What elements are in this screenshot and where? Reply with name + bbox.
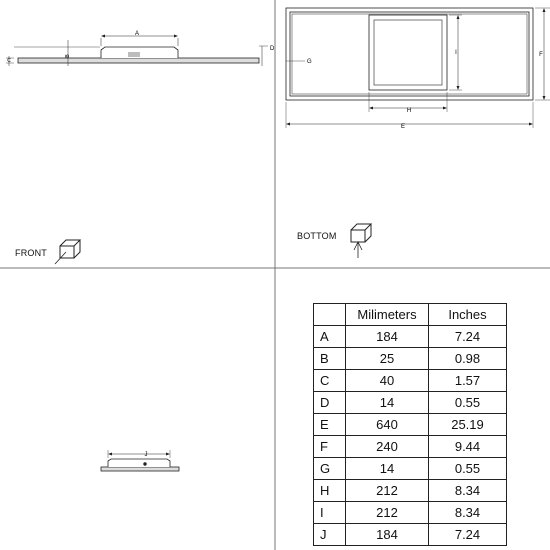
- table-row: [314, 392, 507, 414]
- dim-e-label: E: [400, 124, 406, 130]
- row-key: B: [314, 348, 346, 370]
- row-mm: 184: [346, 326, 429, 348]
- dim-j-label: J: [144, 452, 148, 458]
- dim-c-label: C: [7, 58, 11, 64]
- row-mm: 212: [346, 480, 429, 502]
- row-key: A: [314, 326, 346, 348]
- row-mm: 640: [346, 414, 429, 436]
- row-in: 8.34: [429, 480, 507, 502]
- bottom-view-label: BOTTOM: [297, 231, 337, 241]
- table-row: [314, 502, 507, 524]
- table-row: [314, 524, 507, 546]
- row-in: 8.34: [429, 502, 507, 524]
- front-view: [6, 35, 268, 67]
- row-in: 9.44: [429, 436, 507, 458]
- row-mm: 40: [346, 370, 429, 392]
- header-key: [314, 304, 346, 326]
- bottom-panel-frame: [290, 12, 529, 96]
- dim-b-label: B: [65, 54, 71, 58]
- row-key: D: [314, 392, 346, 414]
- row-key: H: [314, 480, 346, 502]
- row-key: E: [314, 414, 346, 436]
- dim-a-label: A: [134, 31, 140, 37]
- row-mm: 240: [346, 436, 429, 458]
- row-in: 1.57: [429, 370, 507, 392]
- row-mm: 184: [346, 524, 429, 546]
- dim-d-label: D: [270, 46, 275, 52]
- bottom-view: [286, 8, 550, 128]
- row-in: 25.19: [429, 414, 507, 436]
- table-row: [314, 326, 507, 348]
- header-millimeters: Milimeters: [346, 304, 429, 326]
- table-row: [314, 458, 507, 480]
- dim-f-label: F: [539, 52, 543, 58]
- row-key: C: [314, 370, 346, 392]
- bottom-cube-icon: [351, 224, 371, 258]
- row-key: G: [314, 458, 346, 480]
- table-row: [314, 480, 507, 502]
- row-mm: 14: [346, 458, 429, 480]
- front-housing: [101, 47, 178, 58]
- side-screw: [144, 463, 147, 466]
- front-cube-icon: [55, 240, 80, 264]
- table-row: [314, 370, 507, 392]
- dim-i-label: I: [455, 50, 457, 56]
- table-row: [314, 414, 507, 436]
- row-in: 0.55: [429, 458, 507, 480]
- table-header-row: [314, 304, 507, 326]
- row-in: 0.98: [429, 348, 507, 370]
- row-key: J: [314, 524, 346, 546]
- row-key: F: [314, 436, 346, 458]
- side-view: [101, 450, 179, 471]
- row-in: 0.55: [429, 392, 507, 414]
- row-key: I: [314, 502, 346, 524]
- front-view-label: FRONT: [15, 248, 47, 258]
- table-row: [314, 436, 507, 458]
- row-mm: 212: [346, 502, 429, 524]
- row-mm: 25: [346, 348, 429, 370]
- row-mm: 14: [346, 392, 429, 414]
- row-in: 7.24: [429, 524, 507, 546]
- table-row: [314, 348, 507, 370]
- dim-h-label: H: [406, 108, 412, 114]
- dim-g-label: G: [307, 59, 312, 65]
- row-in: 7.24: [429, 326, 507, 348]
- front-panel-body: [18, 58, 259, 63]
- dimensions-table: [313, 303, 507, 546]
- side-housing: [108, 459, 170, 467]
- header-inches: Inches: [429, 304, 507, 326]
- side-panel-body: [101, 467, 179, 471]
